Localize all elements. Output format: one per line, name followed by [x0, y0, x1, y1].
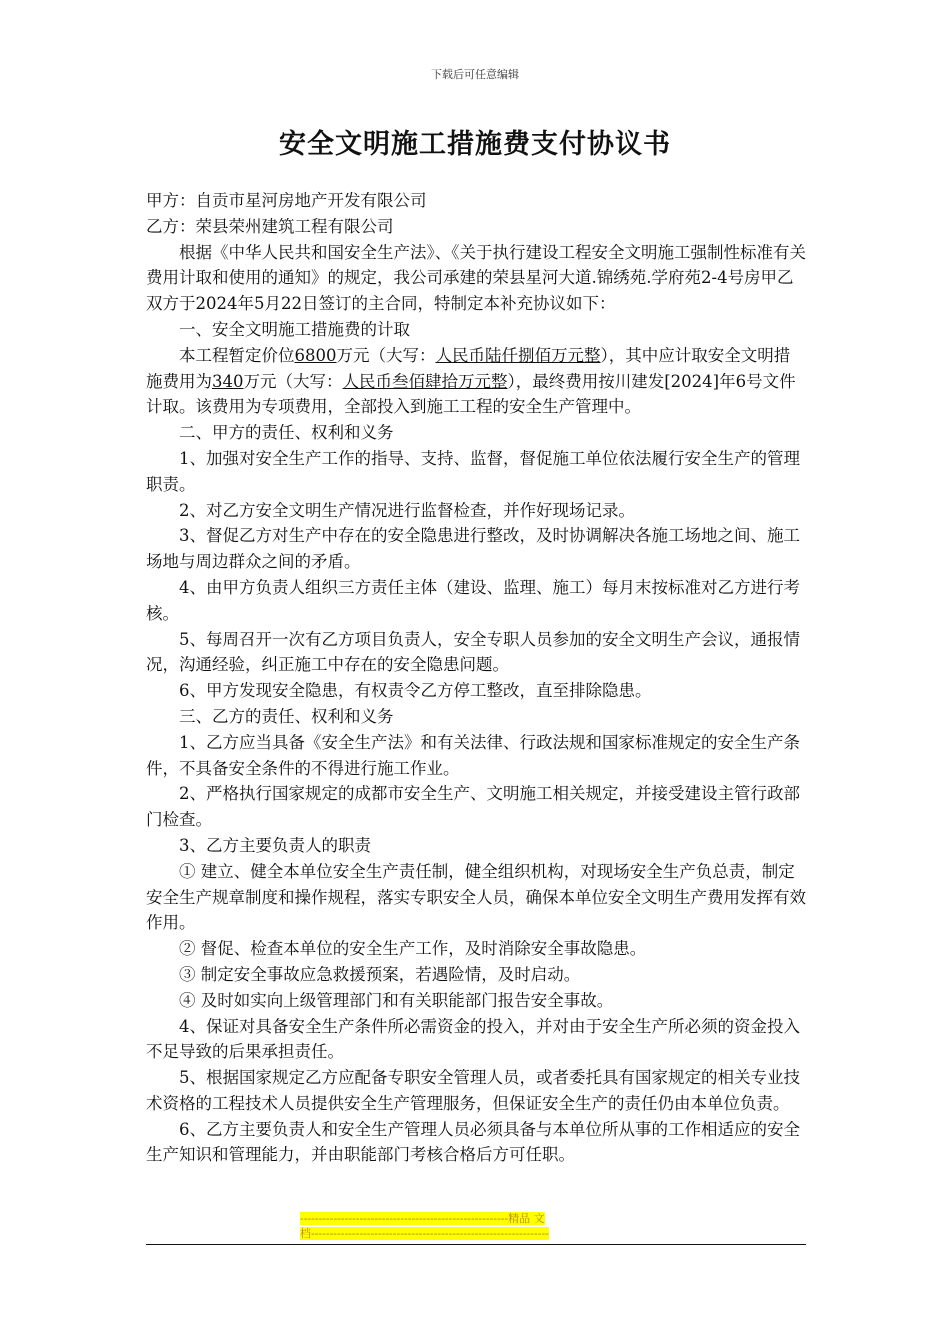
- list-item: 1、加强对安全生产工作的指导、支持、监督，督促施工单位依法履行安全生产的管理职责。: [146, 448, 800, 494]
- list-item: 4、保证对具备安全生产条件所必需资金的投入，并对由于安全生产所必须的资金投入不足导致的后果承担责任。: [146, 1016, 800, 1062]
- list-item: 3、督促乙方对生产中存在的安全隐患进行整改，及时协调解决各施工场地之间、施工场地与周边群众之间的矛盾。: [146, 526, 800, 572]
- s1-text-1: 本工程暂定价位: [179, 345, 295, 365]
- list-item: 6、甲方发现安全隐患，有权责令乙方停工整改，直至排除隐患。: [179, 681, 652, 701]
- list-item: 5、根据国家规定乙方应配备专职安全管理人员，或者委托具有国家规定的相关专业技术资格的工程技术人员提供安全生产管理服务，但保证安全生产的责任仍由本单位负责。: [146, 1068, 800, 1113]
- section-1-paragraph: [146, 343, 806, 420]
- list-item: 5、每周召开一次有乙方项目负责人，安全专职人员参加的安全文明生产会议，通报情况，沟通经验，纠正施工中存在的安全隐患问题。: [146, 629, 800, 675]
- page-header-note: 下载后可任意编辑: [431, 68, 519, 81]
- s1-text-5: ），最终费用按川建发[2024]年6号文件计取。该费用为专项费用，全部投入到施工工程的安全生产管理中。: [146, 371, 796, 417]
- list-item: 4、由甲方负责人组织三方责任主体（建设、监理、施工）每月末按标准对乙方进行考核。: [146, 577, 800, 623]
- section-2-heading: 二、甲方的责任、权利和义务: [179, 423, 394, 443]
- s1-text-3: ），其中应计取安全文明措施费用为: [146, 345, 791, 391]
- footer-line-2: 档----------------------------------------------------------------: [300, 1227, 549, 1240]
- list-item: ① 建立、健全本单位安全生产责任制，健全组织机构，对现场安全生产负总责，制定安全生产规章制度和操作规程，落实专职安全人员，确保本单位安全文明生产费用发挥有效作用。: [146, 861, 806, 933]
- section-3-heading: 三、乙方的责任、权利和义务: [179, 706, 394, 726]
- list-item: 2、对乙方安全文明生产情况进行监督检查，并作好现场记录。: [179, 500, 635, 520]
- contract-price-words: 人民币陆仟捌佰万元整: [435, 345, 601, 365]
- document-body: [146, 188, 806, 1168]
- list-item: ③ 制定安全事故应急救援预案，若遇险情，及时启动。: [179, 964, 581, 984]
- footer-watermark: [300, 1211, 650, 1241]
- party-a: 甲方：自贡市星河房地产开发有限公司: [146, 191, 427, 210]
- safety-fee-words: 人民币叁佰肆拾万元整: [342, 371, 508, 391]
- list-item: 3、乙方主要负责人的职责: [179, 835, 371, 855]
- list-item: 1、乙方应当具备《安全生产法》和有关法律、行政法规和国家标准规定的安全生产条件，不具备安全条件的不得进行施工作业。: [146, 732, 800, 778]
- list-item: 6、乙方主要负责人和安全生产管理人员必须具备与本单位所从事的工作相适应的安全生产知识和管理能力，并由职能部门考核合格后方可任职。: [146, 1119, 800, 1165]
- contract-price: 6800: [294, 345, 337, 365]
- party-b: 乙方：荣县荣州建筑工程有限公司: [146, 216, 394, 236]
- list-item: ④ 及时如实向上级管理部门和有关职能部门报告安全事故。: [179, 990, 614, 1010]
- s1-text-2: 万元（大写：: [336, 345, 436, 365]
- document-title: 安全文明施工措施费支付协议书: [279, 129, 671, 160]
- footer-divider: [146, 1244, 806, 1245]
- s1-text-4: 万元（大写：: [243, 371, 343, 391]
- list-item: 2、严格执行国家规定的成都市安全生产、文明施工相关规定，并接受建设主管行政部门检查。: [146, 784, 800, 830]
- list-item: ② 督促、检查本单位的安全生产工作，及时消除安全事故隐患。: [179, 939, 647, 959]
- section-1-heading: 一、安全文明施工措施费的计取: [179, 319, 410, 339]
- footer-line-1: --------------------------------------------------------精品 文: [300, 1212, 545, 1225]
- intro-paragraph: 根据《中华人民共和国安全生产法》、《关于执行建设工程安全文明施工强制性标准有关费用计取和使用的通知》的规定，我公司承建的荣县星河大道.锦绣苑.学府苑2-4号房甲乙双方于2024年5月22日签订的主合同，特制定本补充协议如下：: [146, 242, 806, 314]
- safety-fee: 340: [212, 371, 244, 391]
